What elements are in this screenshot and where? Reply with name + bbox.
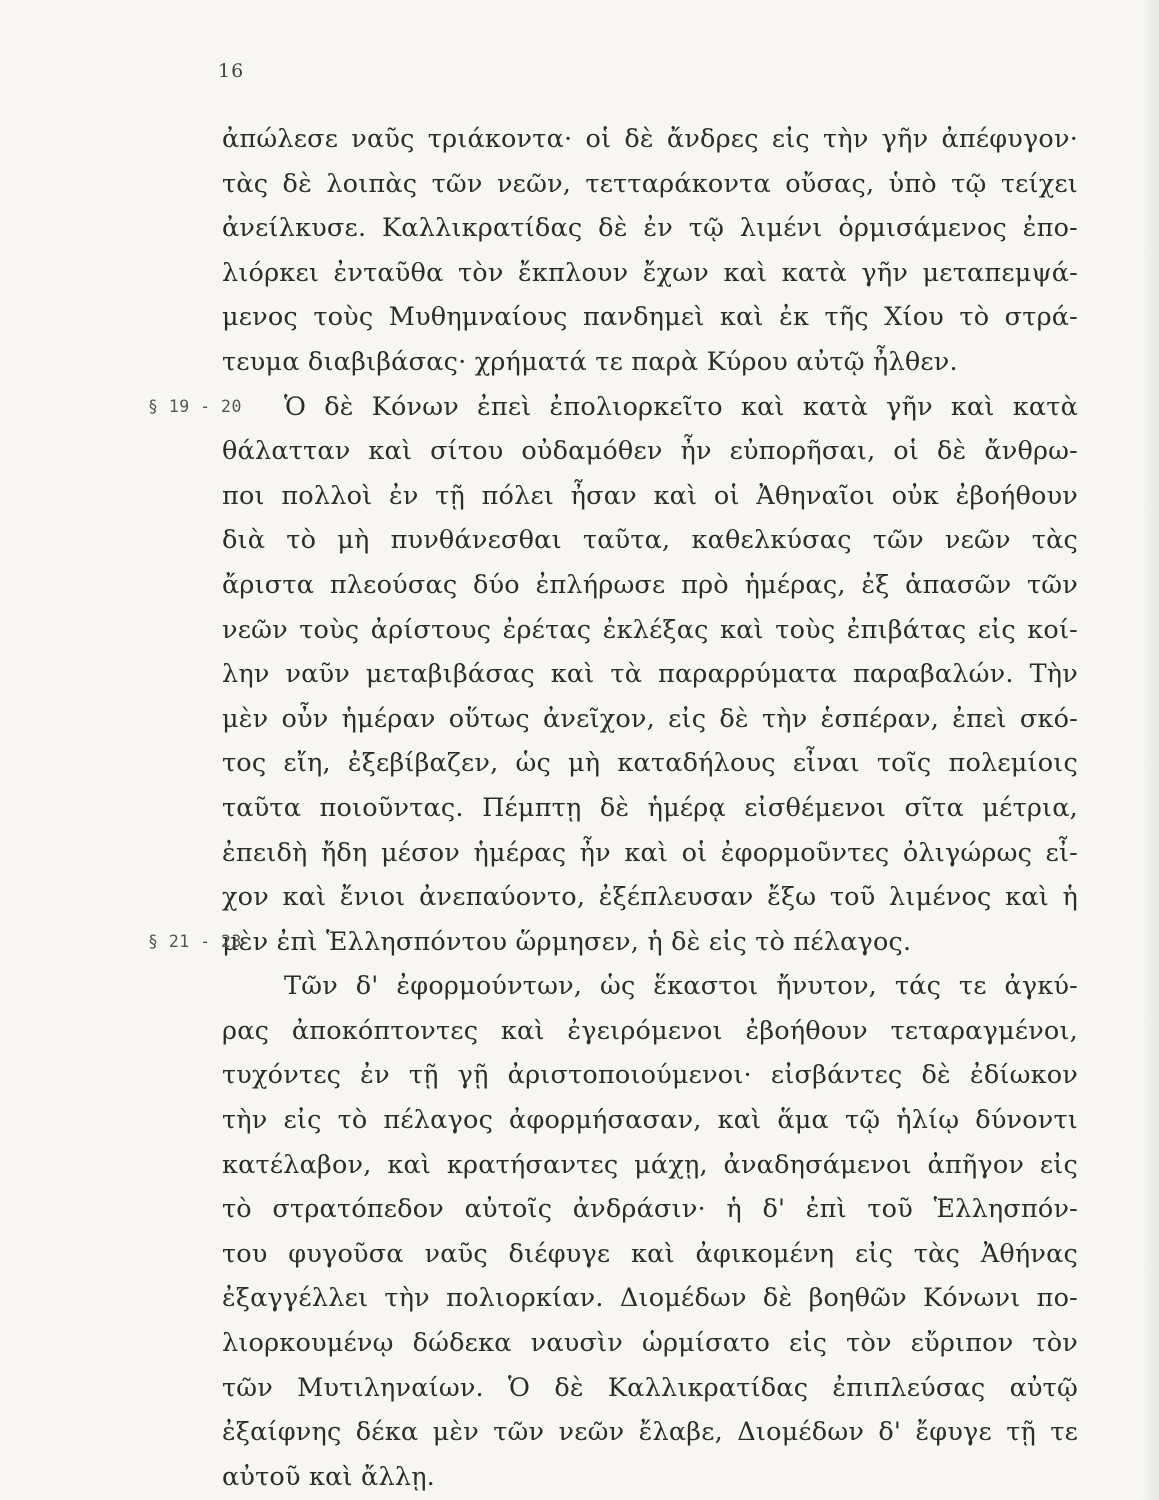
text-line: Τῶν δ' ἐφορμούντων, ὡς ἕκαστοι ἤνυτον, τάς τε ἀγκύ-	[284, 971, 1078, 1002]
greek-text-body	[222, 117, 1078, 1499]
text-line: ἐξαίφνης δέκα μὲν τῶν νεῶν ἔλαβε, Διομέδων δ' ἔφυγε τῇ τε	[222, 1417, 1078, 1448]
text-line: τῶν Μυτιληναίων. Ὁ δὲ Καλλικρατίδας ἐπιπλεύσας αὐτῷ	[222, 1372, 1078, 1403]
text-line: λην ναῦν μεταβιβάσας καὶ τὰ παραρρύματα παραβαλών. Τὴν	[222, 659, 1078, 690]
text-line: λιορκουμένῳ δώδεκα ναυσὶν ὡρμίσατο εἰς τὸν εὔριπον τὸν	[222, 1328, 1078, 1359]
text-line: διὰ τὸ μὴ πυνθάνεσθαι ταῦτα, καθελκύσας τῶν νεῶν τὰς	[222, 525, 1078, 556]
page-edge-shadow	[1141, 0, 1159, 1500]
text-line: μὲν ἐπὶ Ἑλλησπόντου ὥρμησεν, ἡ δὲ εἰς τὸ πέλαγος.	[222, 926, 912, 957]
text-line: τὸ στρατόπεδον αὐτοῖς ἀνδράσιν· ἡ δ' ἐπὶ τοῦ Ἑλλησπόν-	[222, 1194, 1078, 1225]
text-line: τος εἴη, ἐξεβίβαζεν, ὡς μὴ καταδήλους εἶναι τοῖς πολεμίοις	[222, 748, 1078, 779]
section-marker: § 21 - 23	[148, 931, 242, 951]
text-line: ταῦτα ποιοῦντας. Πέμπτῃ δὲ ἡμέρᾳ εἰσθέμενοι σῖτα μέτρια,	[222, 792, 1078, 823]
text-line: χον καὶ ἔνιοι ἀνεπαύοντο, ἐξέπλευσαν ἔξω τοῦ λιμένος καὶ ἡ	[222, 882, 1078, 913]
text-line: τυχόντες ἐν τῇ γῇ ἀριστοποιούμενοι· εἰσβάντες δὲ ἐδίωκον	[222, 1060, 1078, 1091]
text-line: αὐτοῦ καὶ ἄλλῃ.	[222, 1461, 435, 1492]
text-line: τευμα διαβιβάσας· χρήματά τε παρὰ Κύρου αὐτῷ ἦλθεν.	[222, 346, 958, 377]
text-line: ἐξαγγέλλει τὴν πολιορκίαν. Διομέδων δὲ βοηθῶν Κόνωνι πο-	[222, 1283, 1078, 1314]
text-line: ἐπειδὴ ἤδη μέσον ἡμέρας ἦν καὶ οἱ ἐφορμοῦντες ὀλιγώρως εἶ-	[222, 837, 1078, 868]
page-number: 16	[218, 60, 245, 82]
text-line: τὴν εἰς τὸ πέλαγος ἀφορμήσασαν, καὶ ἅμα τῷ ἡλίῳ δύνοντι	[222, 1105, 1078, 1136]
text-line: ποι πολλοὶ ἐν τῇ πόλει ἦσαν καὶ οἱ Ἀθηναῖοι οὐκ ἐβοήθουν	[222, 480, 1078, 511]
text-line: ἀπώλεσε ναῦς τριάκοντα· οἱ δὲ ἄνδρες εἰς τὴν γῆν ἀπέφυγον·	[222, 124, 1078, 154]
text-line: του φυγοῦσα ναῦς διέφυγε καὶ ἀφικομένη εἰς τὰς Ἀθήνας	[222, 1238, 1078, 1269]
text-line: κατέλαβον, καὶ κρατήσαντες μάχῃ, ἀναδησάμενοι ἀπῆγον εἰς	[222, 1149, 1078, 1180]
text-line: μενος τοὺς Μυθημναίους πανδημεὶ καὶ ἐκ τῆς Χίου τὸ στρά-	[222, 302, 1078, 333]
text-line: μὲν οὖν ἡμέραν οὕτως ἀνεῖχον, εἰς δὲ τὴν ἑσπέραν, ἐπεὶ σκό-	[222, 703, 1078, 734]
section-marker: § 19 - 20	[148, 396, 242, 416]
text-line: Ὁ δὲ Κόνων ἐπεὶ ἐπολιορκεῖτο καὶ κατὰ γῆν καὶ κατὰ	[284, 391, 1078, 422]
text-line: τὰς δὲ λοιπὰς τῶν νεῶν, τετταράκοντα οὔσας, ὑπὸ τῷ τείχει	[222, 168, 1078, 199]
text-line: ἄριστα πλεούσας δύο ἐπλήρωσε πρὸ ἡμέρας, ἐξ ἁπασῶν τῶν	[222, 569, 1078, 600]
text-line: νεῶν τοὺς ἀρίστους ἐρέτας ἐκλέξας καὶ τοὺς ἐπιβάτας εἰς κοί-	[222, 614, 1078, 645]
text-line: ἀνείλκυσε. Καλλικρατίδας δὲ ἐν τῷ λιμένι ὁρμισάμενος ἐπο-	[222, 213, 1078, 244]
text-line: θάλατταν καὶ σίτου οὐδαμόθεν ἦν εὐπορῆσαι, οἱ δὲ ἄνθρω-	[222, 436, 1078, 467]
text-line: λιόρκει ἐνταῦθα τὸν ἔκπλουν ἔχων καὶ κατὰ γῆν μεταπεμψά-	[222, 257, 1078, 288]
text-line: ρας ἀποκόπτοντες καὶ ἐγειρόμενοι ἐβοήθουν τεταραγμένοι,	[222, 1015, 1078, 1046]
